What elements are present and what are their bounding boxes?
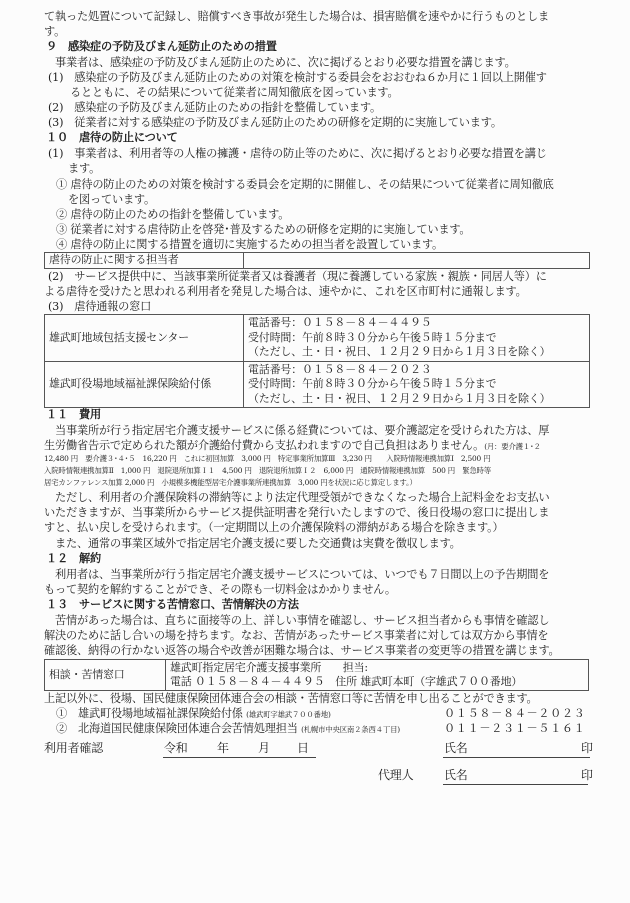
table-row (45, 660, 589, 691)
body-text: 当事業所が行う指定居宅介護支援サービスに係る経費については、要介護認定を受けられた方は、厚 (55, 424, 550, 437)
body-text-main: 生労働省告示で定められた額が介護給付費から支払われますので自己負担はありません。 (44, 439, 485, 452)
abuse-report-table (44, 314, 590, 408)
body-text: 事業者は、感染症の予防及びまん延防止のために、次に掲げるとおり必要な措置を講じます。 (55, 56, 516, 69)
other-contact (56, 721, 400, 737)
body-text: 上記以外に、役場、国民健康保険団体連合会の相談・苦情窓口等に苦情を申し出ることができます。 (44, 692, 538, 705)
body-text: ただし、利用者の介護保険料の滞納等により法定代理受領ができなくなった場合上記料金をお支払い (55, 491, 550, 504)
list-item: (2) サービス提供中に、当該事業所従業者又は養護者（現に養護している家族・親族・同居人等）に (48, 270, 547, 283)
sub-list-item: ④ 虐待の防止に関する措置を適切に実施するための担当者を設置しています。 (56, 238, 444, 251)
body-text: もって契約を解約することができ、その際も一切料金はかかりません。 (44, 583, 396, 596)
complaint-window-details (166, 660, 589, 691)
sub-list-item: ① 虐待の防止のための対策を検討する委員会を定期的に開催し、その結果について従業者に周知徹底 (56, 178, 554, 191)
fee-detail: 居宅カンファレンス加算 2,000 円 小規模多機能型居宅介護事業所連携加算 3,000 円を状況に応じ算定します。） (44, 478, 417, 487)
contact-phone: 電話番号：０１５８－８４－２０２３ (248, 362, 432, 376)
body-text (44, 438, 541, 454)
body-text: また、通常の事業区域外で指定居宅介護支援に要した交通費は実費を徴収します。 (55, 537, 461, 550)
body-text: いただきますが、当事業所からサービス提供証明書を発行いたしますので、後日役場の窓口に提出しま (44, 506, 550, 519)
agent-seal-mark: 印 (581, 768, 593, 782)
date-day[interactable]: 日 (297, 741, 309, 755)
section-heading-12: １２ 解約 (46, 551, 101, 565)
sub-list-item: ③ 従業者に対する虐待防止を啓発･普及するための研修を定期的に実施しています。 (56, 223, 471, 236)
contact-note: （ただし、土・日・祝日、１２月２９日から１月３日を除く） (248, 345, 551, 358)
body-text: す。 (44, 25, 66, 38)
sub-list-item-cont: を図っています。 (68, 193, 156, 206)
contact-hours: 受付時間：午前８時３０分から午後５時１５分まで (248, 330, 497, 344)
abuse-manager-value[interactable] (244, 253, 590, 269)
list-item-cont: ます。 (68, 162, 101, 175)
other-contact (56, 706, 331, 722)
section-heading-13: １３ サービスに関する苦情窓口、苦情解決の方法 (46, 597, 299, 611)
name-underline[interactable] (443, 757, 590, 758)
list-item-cont: るとともに、その結果について従業者に周知徹底を図っています。 (70, 86, 399, 99)
other-contact-name: ① 雄武町役場地域福祉課保険給付係 (56, 707, 243, 720)
body-text: 解決のために話し合いの場を持ちます。なお、苦情があったサービス事業者に対しては双方から事情を (44, 629, 549, 642)
other-contact-phone: ０１５８－８４－２０２３ (444, 707, 586, 720)
seal-mark: 印 (581, 741, 593, 755)
agent-name-label: 氏名 (444, 768, 468, 782)
section-heading-9: ９ 感染症の予防及びまん延防止のための措置 (46, 39, 277, 53)
list-item: (1) 事業者は、利用者等の人権の擁護・虐待の防止等のために、次に掲げるとおり必要な措置を講じ (48, 147, 547, 160)
other-contact-name: ② 北海道国民健康保険団体連合会苦情処理担当 (56, 722, 298, 735)
section-heading-11: １１ 費用 (46, 407, 101, 421)
agent-name-underline[interactable] (443, 784, 588, 785)
body-text: 確認後、納得の行かない返答の場合や改善が困難な場合は、サービス事業者の変更等の措置を講じます。 (44, 644, 560, 657)
table-row (45, 315, 590, 362)
contact-phone: 電話番号：０１５８－８４－４４９５ (248, 316, 432, 329)
complaint-window-table (44, 659, 589, 691)
contact-details (244, 361, 590, 408)
list-item: (3) 従業者に対する感染症の予防及びまん延防止のための研修を定期的に実施しています。 (48, 116, 502, 129)
agent-label: 代理人 (378, 768, 414, 782)
list-item-cont: よる虐待を受けたと思われる利用者を発見した場合は、速やかに、これを区市町村に通報します。 (44, 285, 527, 298)
fee-detail: 入院時情報連携加算Ⅱ 1,000 円 退院退所加算Ｉ１ 4,500 円 退院退所加算Ｉ２ 6,000 円 通院時情報連携加算 500 円 緊急時等 (44, 466, 491, 475)
date-era: 令和 (164, 741, 188, 755)
list-item: (2) 感染症の予防及びまん延防止のための指針を整備しています。 (48, 101, 381, 114)
section-heading-10: １０ 虐待の防止について (46, 130, 178, 144)
list-item: (3) 虐待通報の窓口 (48, 300, 152, 313)
contact-note: （ただし、土・日・祝日、１２月２９日から１月３日を除く） (248, 391, 551, 405)
contact-name: 雄武町役場地域福祉課保険給付係 (45, 361, 244, 408)
body-text: 利用者は、当事業所が行う指定居宅介護支援サービスについては、いつでも７日間以上の予告期間を (55, 568, 550, 581)
abuse-manager-label: 虐待の防止に関する担当者 (45, 253, 244, 269)
fee-detail: 12,480 円 要介護３･４･５ 16,220 円 これに初回加算 3,000 円 特定事業所加算Ⅲ 3,230 円 入院時情報連携加算Ⅰ 2,500 円 (44, 454, 491, 463)
contact-details (244, 315, 590, 362)
complaint-office: 雄武町指定居宅介護支援事業所 担当: (170, 660, 368, 674)
complaint-window-label: 相談・苦情窓口 (45, 660, 166, 691)
user-confirm-label: 利用者確認 (44, 741, 104, 755)
list-item: (1) 感染症の予防及びまん延防止のための対策を検討する委員会をおおむね６か月に１回以上開催す (48, 71, 547, 84)
body-text: て執った処置について記録し、賠償すべき事故が発生した場合は、損害賠償を速やかに行うものとしま (44, 10, 549, 23)
other-contact-address: (雄武町字雄武７００番地) (246, 710, 331, 719)
table-row (45, 361, 590, 408)
body-text: 苦情があった場合は、直ちに面接等の上、詳しい事情を確認し、サービス担当者からも事情を確認し (55, 614, 550, 627)
other-contact-address: (札幌市中央区南２条西４丁目) (301, 725, 400, 734)
date-underline (163, 757, 316, 758)
other-contact-phone: ０１１－２３１－５１６１ (444, 722, 586, 735)
fee-note-start: (月：要介護１･２ (484, 442, 541, 451)
contact-hours: 受付時間：午前８時３０分から午後５時１５分まで (248, 377, 497, 390)
contact-name: 雄武町地域包括支援センター (45, 315, 244, 362)
date-year[interactable]: 年 (217, 741, 229, 755)
body-text: すと、払い戻しを受けられます。（一定期間以上の介護保険料の滞納がある場合を除きます。） (44, 521, 504, 534)
complaint-contact: 電話 ０１５８－８４－４４９５ 住所 雄武町本町（字雄武７００番地） (170, 675, 523, 688)
name-label: 氏名 (444, 741, 468, 755)
sub-list-item: ② 虐待の防止のための指針を整備しています。 (56, 208, 290, 221)
date-month[interactable]: 月 (258, 741, 270, 755)
abuse-manager-table (44, 252, 590, 269)
